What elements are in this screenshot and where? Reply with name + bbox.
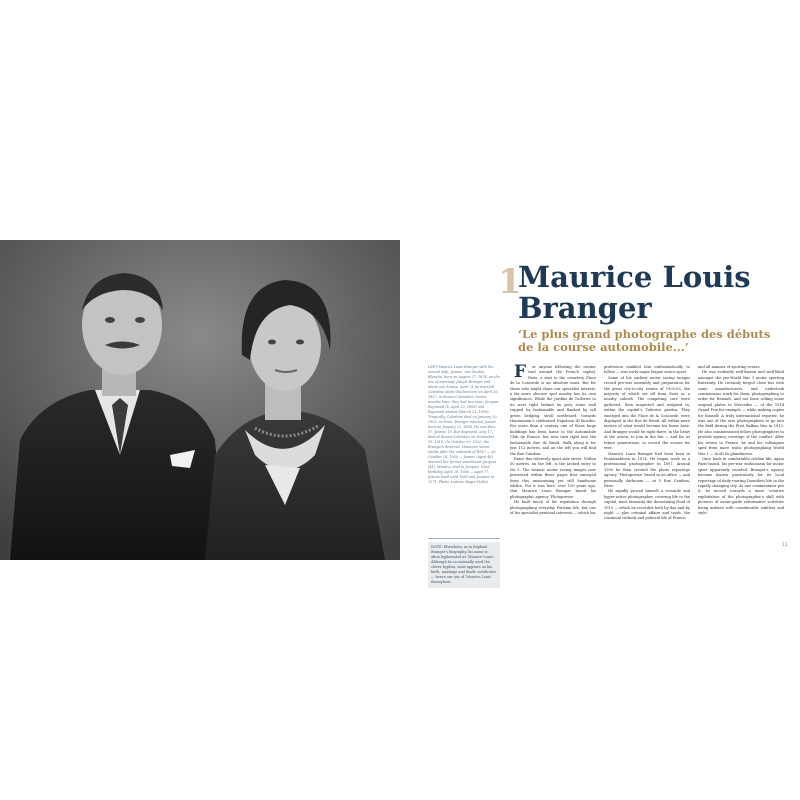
body-paragraph: F or anyone following the routier trail around the French capital, Paris, a visit to the cemetery Place de la Concorde is an absolute must. But for those who might share our specialist interest, a far more obscure spot nearby has its own significance. While the Jardins de Tuileries to its west right behind its grey stone wall tripped by fashionable and flanked by tall green hedging, stroll northward, towards Haussmann’s celebrated Napoleon III facades. For more than a century one of those huge buildings has been home to the Automobile Club de France, but now turn right into the fashionable Rue de Rivoli. Walk along it for just 112 metres, and on the left you will find the Rue Cambon.: [510, 362, 596, 456]
body-column-3: [698, 365, 784, 516]
page-number: 11: [781, 542, 788, 548]
chapter-subtitle: ‘Le plus grand photographe des débuts de la course automobile...’: [518, 327, 771, 354]
photo-caption: LEFT Maurice Louis Branger with his second wife, Jeanne, née Gautier, Blanche, born on August 27, 1874, on the eve of marriage Joseph Branger and Marie née Louise, April 21 he married Celestine Marie Ruchamiere on April 26, 1897, in Rouen-Colombier; twelve months later, they had two sons: Jacques Raymond (b. April 20, 1898) and Raymond Marius (March 31, 1899). Tragically, Celestine died on January 20, 1903, as Paris. Branger married Jeanne born on January 22, 1894. He was then 37; Jeanne 19. But Raymond, only 17, died at Rouen-Colombes on November 15, 1916. On October 29, 1920, the Brangers divorced. However, seven weeks after the outbreak of WW2 — on October 14, 1939 — Jeanne (aged 46) married her former sweetheart Jacques (41). Maurice died in Jacques’ 62nd birthday, April 20, 1958 — aged 77. Jeanne lived until 1960 and Jacques to 1971. Photo: Ludovic Roger-Viollet: [428, 365, 500, 484]
body-paragraph: profession enabled him enthusiastically to follow — was early major league motor sport.: [604, 365, 690, 375]
body-column-2: [604, 365, 690, 522]
body-paragraph: Maurice Louis Branger had been born in Fontainebleau in 1874. He began work as a professional photographer in 1897. Around 1905 he then created the photo reportage agency ‘Photopresse’ based in an office — and personally darkroom — at 5 Rue Cambon, Paris.: [604, 451, 690, 488]
note-box: NOTE: Elsewhere, as in Raphael Branger’s biography, his name is often hyphenated as ‘Maurice-Louis’. Although he occasionally used the clever hyphen, none appears on his birth, marriage and death certificates — hence our use of ‘Maurice Louis’ throughout.: [428, 542, 500, 588]
portrait-illustration: [0, 240, 400, 560]
body-paragraph: Some of his earliest motor racing images record pre-war assembly and preparation for the great city-to-city events of 1902-03, the majority of which set off from Paris or a nearby suburb. The competing cars were gathered, then inspected and weighed in, within the capital’s Tuileries garden. They emerged into the Place de la Concorde, were displayed in the Rue de Rivoli. All within mere metres of what would become his home base. And Branger would be right there, in the heart of the action, to join in the fun — and for us future generations, to record the scenes for ever.: [604, 375, 690, 451]
body-paragraph: He built much of his reputation through photographing everyday Parisian life, but one of his specialist personal interests — which his: [510, 500, 596, 515]
body-column-1: [510, 362, 596, 516]
body-paragraph: and all manner of sporting events.: [698, 365, 761, 369]
text-page: [400, 240, 800, 584]
book-spread: [0, 240, 800, 584]
body-paragraph: Enter this relatively quiet side street. Within 50 metres, on the left, is the arched entry to No 5. The historic motor racing images now presented within these pages first emerged from this unassuming yet still handsome edifice. For it was here, over 100 years ago, that Maurice Louis Branger based his photographic agency ‘Photopresse’.: [510, 456, 596, 499]
chapter-title: Maurice Louis Branger: [518, 260, 751, 325]
body-paragraph: Once back in comfortable civilian life, again Paris-based, his pre-war enthusiasm for motor sport apparently receded. Branger’s agency became known particularly for its local reportage of daily-roaring Dauntless life in the rapidly changing city. As one commentator put it, he moved towards a more ‘creative exploitation of the photographer’s skill with pictures of avant-garde reformative activities being imbued with considerable subtlety and style’.: [698, 456, 784, 515]
chapter-number: 1: [498, 262, 522, 302]
portrait-photo: [0, 240, 400, 560]
body-paragraph: He rapidly proved himself a versatile and hyper-active photographer, covering life in the capital, most famously the devastating flood of 1910 — which he recorded both by day and by night — plus criminal affairs and trials, the continual cultural and political life of France: [604, 489, 690, 521]
drop-cap: F: [514, 362, 527, 382]
body-paragraph: He was evidently well-known and well-liked amongst the pre-World War 1 motor sporting fraternity. He certainly forged close ties with some manufacturers, and undertook commissions work for them, photographing to order for Renault, and not least selling some original plates to Mercedes — of the 1914 Grand Prix for example — while making copies for himself. A truly international reporter, he was one of the rare photographers to go into the field during the First Balkan War in 1913. He also commissioned fellow photographers to provide agency coverage of the conflict. After his return to France, he and his colleagues sped from more static photographing World War 1 — in all its glumfinesse.: [698, 370, 784, 456]
